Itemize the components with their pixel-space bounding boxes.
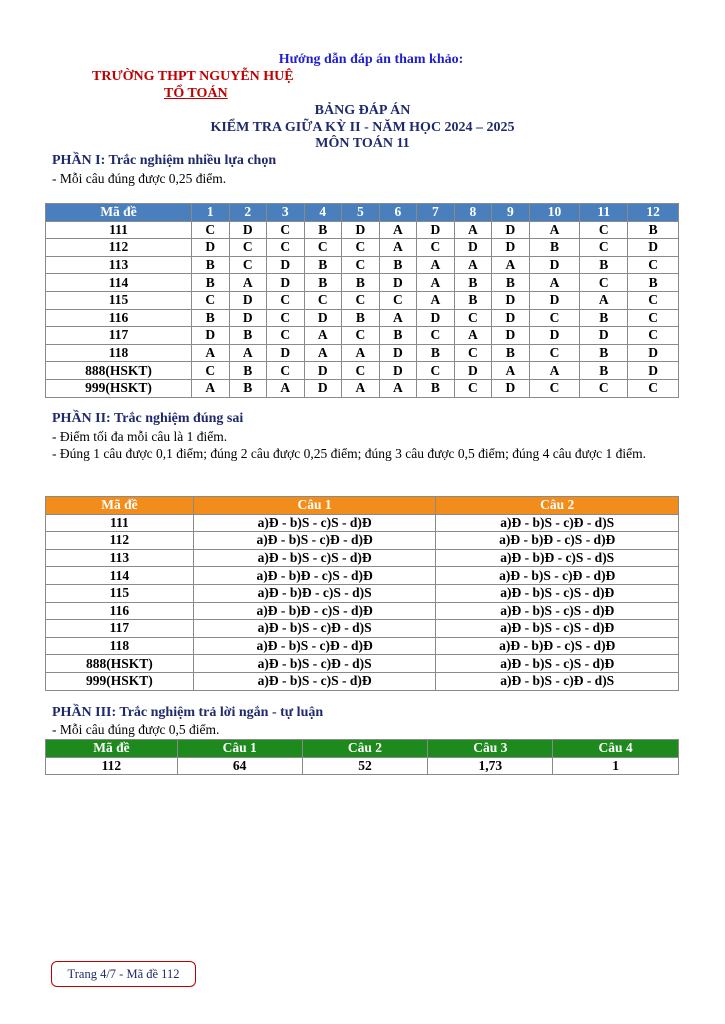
answer-cell: B [580, 256, 628, 274]
answer-cell: B [492, 274, 530, 292]
answer-table-title: BẢNG ĐÁP ÁN [314, 103, 411, 118]
table-row [46, 514, 679, 532]
answer-cell: C [192, 362, 230, 380]
answer-cell: C [628, 327, 679, 345]
answer-cell: C [192, 221, 230, 239]
answer-cell: a)Đ - b)Đ - c)S - d)Đ [193, 602, 436, 620]
answer-cell: A [529, 274, 580, 292]
column-header: 4 [304, 204, 342, 222]
column-header: Câu 2 [302, 740, 428, 758]
table-row [46, 379, 679, 397]
answer-cell: D [454, 362, 492, 380]
column-header: 3 [267, 204, 305, 222]
answer-cell: C [628, 291, 679, 309]
answer-cell: C [342, 291, 380, 309]
table-header-row [46, 204, 679, 222]
answer-cell: D [267, 274, 305, 292]
answer-cell: C [267, 327, 305, 345]
table-row [46, 327, 679, 345]
answer-cell: B [304, 256, 342, 274]
answer-cell: D [379, 362, 417, 380]
exam-code-cell: 115 [46, 291, 192, 309]
answer-cell: a)Đ - b)S - c)S - d)Đ [436, 584, 679, 602]
column-header-exam-code: Mã đề [46, 204, 192, 222]
answer-cell: C [580, 379, 628, 397]
column-header: 9 [492, 204, 530, 222]
answer-cell: A [304, 327, 342, 345]
answer-cell: A [267, 379, 305, 397]
answer-cell: A [492, 256, 530, 274]
exam-code-cell: 116 [46, 602, 194, 620]
answer-cell: C [229, 239, 267, 257]
exam-code-cell: 116 [46, 309, 192, 327]
answer-cell: A [529, 362, 580, 380]
answer-cell: C [529, 309, 580, 327]
column-header: 8 [454, 204, 492, 222]
answer-cell: B [379, 256, 417, 274]
answer-cell: a)Đ - b)S - c)S - d)Đ [193, 514, 436, 532]
answer-cell: A [379, 379, 417, 397]
answer-cell: B [417, 379, 455, 397]
answer-cell: C [267, 221, 305, 239]
table-row [46, 620, 679, 638]
answer-cell: 64 [177, 757, 302, 775]
answer-cell: B [229, 362, 267, 380]
answer-cell: B [529, 239, 580, 257]
table-row [46, 532, 679, 550]
answer-cell: A [580, 291, 628, 309]
table-header-row [46, 497, 679, 515]
answer-cell: D [454, 239, 492, 257]
exam-code-cell: 117 [46, 327, 192, 345]
exam-code-cell: 113 [46, 256, 192, 274]
answer-cell: C [379, 291, 417, 309]
answer-cell: B [580, 309, 628, 327]
table-row [46, 549, 679, 567]
answer-cell: D [229, 291, 267, 309]
part2-note-max: - Điểm tối đa mỗi câu là 1 điểm. [52, 429, 228, 444]
column-header: 11 [580, 204, 628, 222]
table-row [46, 757, 679, 775]
column-header: 7 [417, 204, 455, 222]
answer-cell: C [628, 256, 679, 274]
table-row [46, 655, 679, 673]
answer-cell: B [304, 274, 342, 292]
exam-code-cell: 111 [46, 221, 192, 239]
answer-cell: C [454, 379, 492, 397]
answer-cell: a)Đ - b)S - c)S - d)Đ [436, 620, 679, 638]
part2-answer-table [45, 496, 679, 691]
answer-cell: C [267, 239, 305, 257]
answer-cell: B [580, 362, 628, 380]
exam-code-cell: 118 [46, 344, 192, 362]
answer-cell: a)Đ - b)S - c)Đ - d)Đ [193, 637, 436, 655]
answer-cell: C [417, 362, 455, 380]
answer-cell: C [580, 239, 628, 257]
answer-cell: 52 [302, 757, 428, 775]
answer-cell: a)Đ - b)Đ - c)S - d)Đ [193, 567, 436, 585]
answer-cell: D [628, 239, 679, 257]
exam-code-cell: 117 [46, 620, 194, 638]
answer-cell: A [229, 344, 267, 362]
answer-cell: D [417, 309, 455, 327]
answer-cell: B [229, 379, 267, 397]
answer-cell: D [492, 291, 530, 309]
answer-cell: C [342, 239, 380, 257]
answer-cell: D [267, 344, 305, 362]
answer-cell: a)Đ - b)Đ - c)S - d)S [436, 549, 679, 567]
answer-cell: C [267, 309, 305, 327]
answer-cell: D [304, 379, 342, 397]
answer-cell: D [342, 221, 380, 239]
answer-cell: a)Đ - b)S - c)S - d)Đ [193, 549, 436, 567]
answer-cell: D [379, 344, 417, 362]
answer-cell: B [192, 256, 230, 274]
answer-cell: D [492, 239, 530, 257]
column-header: Câu 1 [193, 497, 436, 515]
answer-cell: C [628, 309, 679, 327]
answer-cell: C [417, 239, 455, 257]
answer-cell: A [529, 221, 580, 239]
answer-cell: B [342, 309, 380, 327]
column-header: 2 [229, 204, 267, 222]
column-header: 10 [529, 204, 580, 222]
answer-cell: C [580, 274, 628, 292]
answer-cell: C [628, 379, 679, 397]
answer-cell: D [417, 221, 455, 239]
answer-cell: C [342, 327, 380, 345]
answer-cell: C [342, 362, 380, 380]
answer-cell: C [229, 256, 267, 274]
answer-cell: a)Đ - b)S - c)Đ - d)S [436, 672, 679, 690]
answer-cell: a)Đ - b)S - c)Đ - d)S [193, 620, 436, 638]
exam-code-cell: 114 [46, 567, 194, 585]
answer-cell: a)Đ - b)Đ - c)S - d)S [193, 584, 436, 602]
answer-cell: a)Đ - b)S - c)Đ - d)S [436, 514, 679, 532]
column-header: 5 [342, 204, 380, 222]
answer-cell: a)Đ - b)S - c)S - d)Đ [436, 655, 679, 673]
answer-cell: C [267, 291, 305, 309]
table-row [46, 637, 679, 655]
part1-answer-table [45, 203, 679, 398]
answer-cell: B [580, 344, 628, 362]
answer-cell: A [454, 327, 492, 345]
answer-cell: D [192, 239, 230, 257]
answer-cell: 1,73 [428, 757, 553, 775]
subject-title: MÔN TOÁN 11 [315, 136, 410, 151]
answer-cell: B [492, 344, 530, 362]
answer-cell: A [417, 291, 455, 309]
table-row [46, 291, 679, 309]
answer-cell: B [417, 344, 455, 362]
exam-code-cell: 999(HSKT) [46, 379, 192, 397]
answer-cell: D [580, 327, 628, 345]
answer-cell: B [628, 274, 679, 292]
answer-cell: D [492, 379, 530, 397]
school-name: TRƯỜNG THPT NGUYỄN HUỆ [92, 69, 294, 84]
exam-code-cell: 112 [46, 757, 178, 775]
exam-code-cell: 118 [46, 637, 194, 655]
answer-cell: A [417, 256, 455, 274]
column-header-exam-code: Mã đề [46, 740, 178, 758]
answer-cell: A [454, 221, 492, 239]
part3-heading: PHẦN III: Trắc nghiệm trả lời ngắn - tự luận [52, 705, 324, 720]
column-header: 12 [628, 204, 679, 222]
answer-cell: A [492, 362, 530, 380]
column-header: Câu 3 [428, 740, 553, 758]
answer-cell: D [492, 327, 530, 345]
answer-cell: a)Đ - b)Đ - c)S - d)Đ [436, 637, 679, 655]
table-row [46, 239, 679, 257]
answer-cell: B [454, 274, 492, 292]
table-row [46, 584, 679, 602]
table-row [46, 256, 679, 274]
answer-cell: B [229, 327, 267, 345]
answer-cell: a)Đ - b)S - c)Đ - d)S [193, 655, 436, 673]
answer-cell: D [529, 256, 580, 274]
exam-code-cell: 888(HSKT) [46, 362, 192, 380]
answer-cell: C [267, 362, 305, 380]
answer-cell: D [628, 344, 679, 362]
answer-cell: A [342, 344, 380, 362]
answer-cell: A [304, 344, 342, 362]
table-row [46, 221, 679, 239]
answer-cell: B [192, 274, 230, 292]
answer-cell: D [492, 309, 530, 327]
answer-cell: D [628, 362, 679, 380]
answer-cell: A [417, 274, 455, 292]
answer-cell: a)Đ - b)Đ - c)S - d)Đ [436, 532, 679, 550]
answer-cell: a)Đ - b)S - c)Đ - d)Đ [193, 532, 436, 550]
column-header: Câu 4 [553, 740, 679, 758]
part1-note: - Mỗi câu đúng được 0,25 điểm. [52, 171, 227, 186]
table-row [46, 602, 679, 620]
answer-cell: C [304, 291, 342, 309]
answer-cell: D [304, 309, 342, 327]
column-header: 1 [192, 204, 230, 222]
answer-cell: C [417, 327, 455, 345]
part1-heading: PHẦN I: Trắc nghiệm nhiều lựa chọn [52, 153, 277, 168]
answer-cell: a)Đ - b)S - c)S - d)Đ [436, 602, 679, 620]
answer-cell: A [192, 379, 230, 397]
part2-note-scoring: - Đúng 1 câu được 0,1 điểm; đúng 2 câu được 0,25 điểm; đúng 3 câu được 0,5 điểm; đúng 4 câu được 1 điểm. [52, 446, 646, 461]
answer-cell: B [628, 221, 679, 239]
answer-cell: D [492, 221, 530, 239]
exam-title: KIỂM TRA GIỮA KỲ II - NĂM HỌC 2024 – 2025 [210, 120, 515, 135]
answer-cell: B [342, 274, 380, 292]
answer-cell: C [454, 309, 492, 327]
answer-cell: A [379, 309, 417, 327]
column-header-exam-code: Mã đề [46, 497, 194, 515]
answer-cell: a)Đ - b)S - c)S - d)Đ [193, 672, 436, 690]
exam-code-cell: 112 [46, 532, 194, 550]
table-row [46, 309, 679, 327]
table-row [46, 344, 679, 362]
answer-cell: C [454, 344, 492, 362]
department-name: TỔ TOÁN [164, 86, 228, 101]
answer-cell: B [379, 327, 417, 345]
table-row [46, 274, 679, 292]
answer-cell: A [379, 221, 417, 239]
exam-code-cell: 112 [46, 239, 192, 257]
answer-cell: A [192, 344, 230, 362]
column-header: 6 [379, 204, 417, 222]
guide-title: Hướng dẫn đáp án tham khảo: [278, 52, 464, 67]
table-row [46, 362, 679, 380]
answer-cell: D [379, 274, 417, 292]
exam-code-cell: 114 [46, 274, 192, 292]
table-header-row [46, 740, 679, 758]
answer-cell: C [192, 291, 230, 309]
answer-cell: A [229, 274, 267, 292]
answer-cell: A [342, 379, 380, 397]
answer-cell: C [529, 379, 580, 397]
answer-cell: B [304, 221, 342, 239]
answer-cell: 1 [553, 757, 679, 775]
answer-cell: C [529, 344, 580, 362]
answer-cell: B [192, 309, 230, 327]
table-row [46, 672, 679, 690]
exam-code-cell: 999(HSKT) [46, 672, 194, 690]
answer-cell: D [304, 362, 342, 380]
column-header: Câu 2 [436, 497, 679, 515]
answer-cell: C [342, 256, 380, 274]
answer-cell: D [267, 256, 305, 274]
answer-cell: A [379, 239, 417, 257]
part2-heading: PHẦN II: Trắc nghiệm đúng sai [52, 411, 244, 426]
exam-code-cell: 113 [46, 549, 194, 567]
answer-cell: D [229, 309, 267, 327]
exam-code-cell: 111 [46, 514, 194, 532]
page-footer-label: Trang 4/7 - Mã đề 112 [51, 961, 196, 987]
answer-cell: D [192, 327, 230, 345]
answer-cell: A [454, 256, 492, 274]
part3-answer-table [45, 739, 679, 775]
column-header: Câu 1 [177, 740, 302, 758]
part3-note: - Mỗi câu đúng được 0,5 điểm. [52, 722, 220, 737]
answer-cell: C [580, 221, 628, 239]
answer-cell: C [304, 239, 342, 257]
answer-cell: D [529, 327, 580, 345]
answer-cell: D [529, 291, 580, 309]
exam-code-cell: 888(HSKT) [46, 655, 194, 673]
answer-cell: D [229, 221, 267, 239]
answer-cell: B [454, 291, 492, 309]
table-row [46, 567, 679, 585]
exam-code-cell: 115 [46, 584, 194, 602]
answer-cell: a)Đ - b)S - c)Đ - d)Đ [436, 567, 679, 585]
